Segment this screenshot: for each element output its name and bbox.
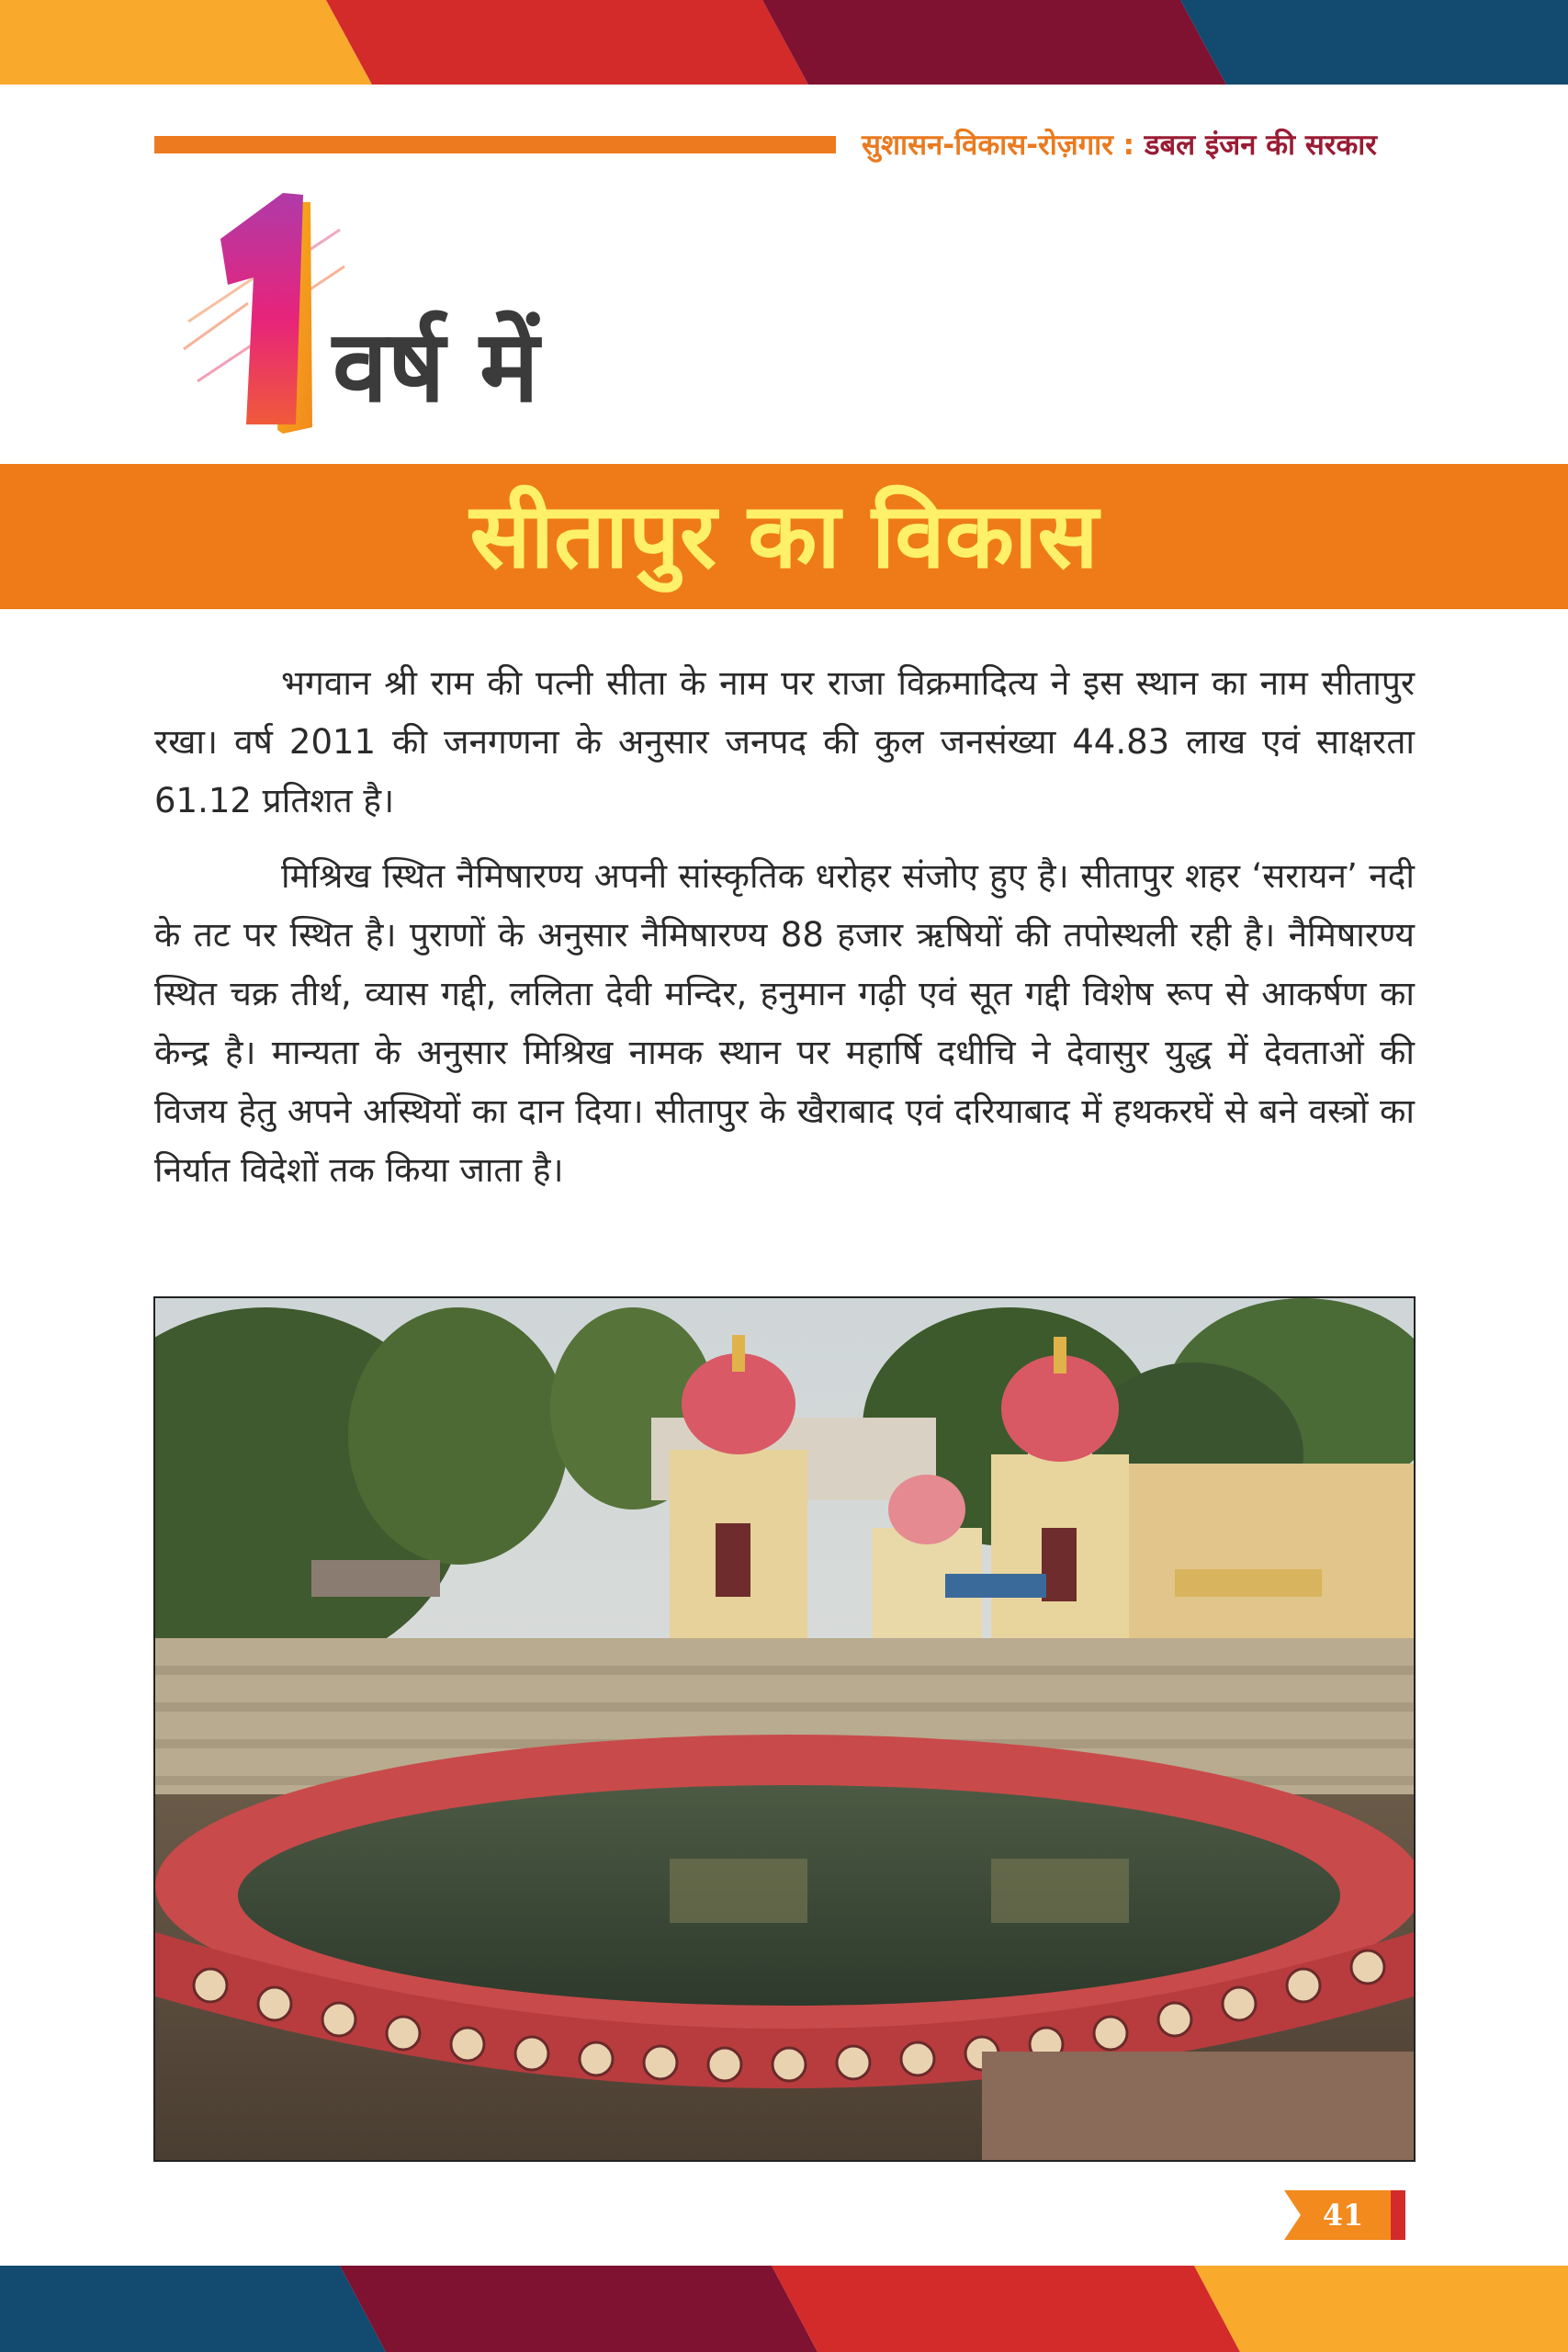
tagline-part-2: डबल इंजन की सरकार [1144, 129, 1377, 162]
body-paragraph-1: भगवान श्री राम की पत्नी सीता के नाम पर राजा विक्रमादित्य ने इस स्थान का नाम सीतापुर रखा। वर्ष 2011 की जनगणना के अनुसार जनपद की कुल जनसंख्या 44.83 लाख एवं साक्षरता 61.12 प्रतिशत है। [154, 663, 1415, 820]
page-title: सीतापुर का विकास [469, 483, 1099, 589]
year-number-graphic [175, 184, 358, 441]
big-number-one-icon [175, 184, 358, 441]
body-text [154, 654, 1415, 1216]
header-tagline [862, 125, 1413, 164]
tagline-part-1: सुशासन-विकास-रोज़गार : [862, 129, 1145, 162]
page-number: 41 [1322, 2198, 1364, 2233]
heading-subtitle: वर्ष में [333, 309, 539, 424]
temple-pond-illustration [155, 1298, 1414, 2160]
body-paragraph-2: मिश्रिख स्थित नैमिषारण्य अपनी सांस्कृतिक धरोहर संजोए हुए है। सीतापुर शहर ‘सरायन’ नदी के तट पर स्थित है। पुराणों के अनुसार नैमिषारण्य 88 हजार ऋषियों की तपोस्थली रही है। नैमिषारण्य स्थित चक्र तीर्थ, व्यास गद्दी, ललिता देवी मन्दिर, हनुमान गढ़ी एवं सूत गद्दी विशेष रूप से आकर्षण का केन्द्र है। मान्यता के अनुसार मिश्रिख नामक स्थान पर महार्षि दधीचि ने देवासुर युद्ध में देवताओं की विजय हेतु अपने अस्थियों का दान दिया। सीतापुर के खैराबाद एवं दरियाबाद में हथकरघें से बने वस्त्रों का निर्यात विदेशों तक किया जाता है। [154, 856, 1415, 1190]
header-rule [154, 136, 836, 153]
chakra-tirth-photo [153, 1296, 1416, 2162]
top-decorative-stripes [0, 0, 1568, 85]
bottom-decorative-stripes [0, 2266, 1568, 2352]
